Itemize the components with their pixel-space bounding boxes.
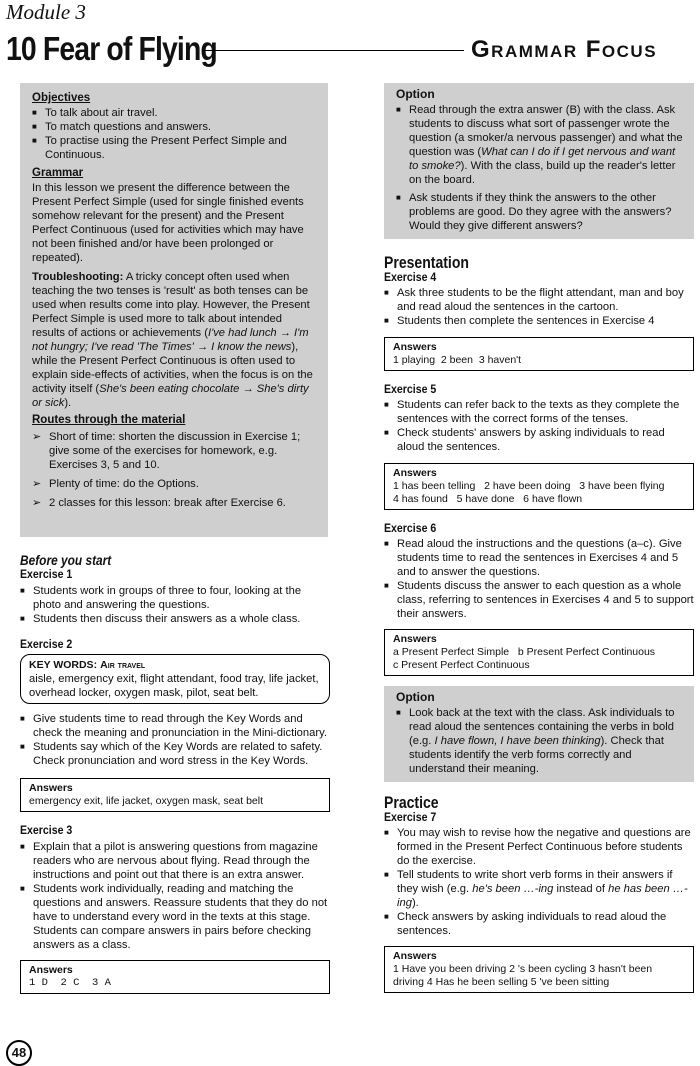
key-words-label: KEY WORDS: (29, 659, 98, 671)
exercise-4-heading: Exercise 4 (384, 270, 437, 284)
list-item: ■ Ask students if they think the answers to the other problems are good. Do they agree with the answers? Would they give different answers? (396, 191, 686, 233)
exercise-6-heading: Exercise 6 (384, 521, 437, 535)
item-italic: he's been …-ing (472, 883, 554, 895)
objectives-list (32, 106, 318, 162)
page-number: 48 (6, 1040, 32, 1066)
answers-line: 1 has been telling 2 have been doing 3 have been flying (393, 480, 665, 492)
exercise-5-heading: Exercise 5 (384, 382, 437, 396)
objectives-box (20, 83, 328, 537)
option-text: ). With the class, build up the reader's letter on the board. (409, 160, 676, 186)
exercise-6-list (384, 537, 694, 621)
list-item (384, 868, 694, 910)
troubleshooting-part: ). (64, 397, 72, 409)
route-item: ➢ Plenty of time: do the Options. (32, 477, 318, 491)
exercise-4-answers-box (384, 337, 694, 371)
answers-heading: Answers (393, 950, 437, 962)
option-italic: I have flown, I have been thinking (434, 735, 601, 747)
key-words-topic: Air travel (100, 659, 146, 671)
list-item: ■ Students work individually, reading and matching the questions and answers. Reassure students that they do not have to understand every word in the texts at this stage. Students can compare answers in pairs before checking answers as a class. (20, 882, 330, 952)
key-words-text: aisle, emergency exit, flight attendant, food tray, life jacket, overhead locker, oxygen mask, pilot, seat belt. (29, 673, 319, 699)
route-item: ➢ 2 classes for this lesson: break after Exercise 6. (32, 496, 318, 510)
practice-heading: Practice (384, 794, 439, 812)
troubleshooting-label: Troubleshooting: (32, 271, 124, 283)
list-item: ■ Explain that a pilot is answering questions from magazine readers who are nervous about flying. Read through the instructions and point out that there is an extra answer. (20, 840, 330, 882)
exercise-6-answers-box (384, 629, 694, 676)
exercise-1-list (20, 584, 330, 626)
list-item (396, 103, 686, 187)
section-name (471, 36, 657, 64)
troubleshooting-example: She's been eating chocolate → She's dirty or sick (32, 383, 309, 409)
exercise-3-heading: Exercise 3 (20, 823, 73, 837)
list-item: ■ Students can refer back to the texts as they complete the sentences with the correct forms of the tenses. (384, 398, 694, 426)
routes-list (32, 430, 318, 510)
objective-item: ■ To talk about air travel. (32, 106, 318, 120)
page-title: 10 Fear of Flying (6, 30, 217, 67)
answers-line: 4 has found 5 have done 6 have flown (393, 493, 583, 505)
troubleshooting-part: ), while the Present Perfect Continuous is often used to explain side-effects of activities, when the focus is on the activity itself ( (32, 341, 313, 395)
list-item: ■ Ask three students to be the flight attendant, man and boy and read aloud the sentences in the cartoon. (384, 286, 694, 314)
routes-heading: Routes through the material (32, 414, 186, 426)
troubleshooting-text (32, 270, 318, 410)
left-lower-column (20, 553, 330, 994)
list-item: ■ Students discuss the answer to each question as a whole class, referring to sentences in Exercises 4 and 5 to support their answers. (384, 579, 694, 621)
option-list (396, 706, 686, 776)
option-box-2 (384, 686, 694, 782)
exercise-1-heading: Exercise 1 (20, 567, 73, 581)
objective-item: ■ To practise using the Present Perfect Simple and Continuous. (32, 134, 318, 162)
answers-heading: Answers (393, 341, 437, 353)
item-italic: he has been …-ing (397, 883, 688, 909)
list-item (396, 706, 686, 776)
before-you-start-heading: Before you start (20, 552, 112, 568)
answers-heading: Answers (29, 964, 73, 976)
option-heading: Option (396, 87, 435, 101)
right-column (384, 256, 694, 993)
item-text: Tell students to write short verb forms in their answers if they wish (e.g. (397, 869, 673, 895)
item-text: instead of (553, 883, 609, 895)
objectives-heading: Objectives (32, 92, 91, 104)
option-text: Read through the extra answer (B) with the class. Ask students to discuss what sort of passenger wrote the question (a smoker/a nervous passenger) and what the question was ( (409, 104, 683, 158)
exercise-2-answers-box (20, 778, 330, 812)
exercise-3-answers-box (20, 960, 330, 994)
list-item: ■ Students say which of the Key Words are related to safety. Check pronunciation and word stress in the Key Words. (20, 740, 330, 768)
answers-text: 1 playing 2 been 3 haven't (393, 354, 522, 366)
answers-text: 1 Have you been driving 2 's been cycling 3 hasn't been driving 4 Has he been selling 5 've been sitting (393, 963, 653, 988)
option-text: ). Check that students identify the verb forms correctly and understand their meaning. (409, 735, 664, 775)
exercise-7-heading: Exercise 7 (384, 810, 437, 824)
key-words-box (20, 654, 330, 704)
list-item: ■ Students then complete the sentences in Exercise 4 (384, 314, 694, 328)
exercise-4-list (384, 286, 694, 328)
option-italic: What can I do if I get nervous and want to smoke? (409, 146, 676, 172)
answers-text: 1 D 2 C 3 A (29, 977, 111, 989)
option-heading: Option (396, 690, 435, 704)
exercise-3-list (20, 840, 330, 952)
list-item: ■ Students work in groups of three to four, looking at the photo and answering the questions. (20, 584, 330, 612)
exercise-5-list (384, 398, 694, 454)
option-box-1 (384, 83, 694, 239)
option-list (396, 103, 686, 233)
answers-text: emergency exit, life jacket, oxygen mask, seat belt (29, 795, 264, 807)
objective-item: ■ To match questions and answers. (32, 120, 318, 134)
route-item: ➢ Short of time: shorten the discussion in Exercise 1; give some of the exercises for homework, e.g. Exercises 3, 5 and 10. (32, 430, 318, 472)
option-text: Look back at the text with the class. Ask individuals to read aloud the sentences containing the verbs in bold (e.g. (409, 707, 675, 747)
exercise-2-list (20, 712, 330, 768)
list-item: ■ Read aloud the instructions and the questions (a–c). Give students time to read the sentences in Exercises 4 and 5 and to answer the questions. (384, 537, 694, 579)
grammar-heading: Grammar (32, 167, 84, 179)
exercise-5-answers-box (384, 463, 694, 510)
answers-line: c Present Perfect Continuous (393, 659, 530, 671)
module-label: Module 3 (6, 0, 86, 24)
presentation-heading: Presentation (384, 254, 469, 272)
list-item: ■ Give students time to read through the Key Words and check the meaning and pronunciation in the Mini-dictionary. (20, 712, 330, 740)
answers-heading: Answers (393, 467, 437, 479)
list-item: ■ Check students' answers by asking individuals to read aloud the sentences. (384, 426, 694, 454)
exercise-7-answers-box (384, 946, 694, 993)
exercise-7-list (384, 826, 694, 938)
item-text: ). (411, 897, 419, 909)
answers-heading: Answers (29, 782, 73, 794)
list-item: ■ Students then discuss their answers as a whole class. (20, 612, 330, 626)
section-name-text: Grammar Focus (471, 36, 658, 63)
troubleshooting-part: A tricky concept often used when teaching the two tenses is 'result' as both tenses can be used when results come into play. However, the Present Perfect Simple is used more to talk about intended results of actions or achievements ( (32, 271, 310, 339)
list-item: ■ Check answers by asking individuals to read aloud the sentences. (384, 910, 694, 938)
answers-line: a Present Perfect Simple b Present Perfect Continuous (393, 646, 656, 658)
title-rule (202, 50, 464, 51)
answers-heading: Answers (393, 633, 437, 645)
grammar-text: In this lesson we present the difference between the Present Perfect Simple (used for single finished events somehow relevant for the present) and the Present Perfect Continuous (used for activities which may have not been finished and/or have been prolonged or repeated). (32, 182, 304, 264)
troubleshooting-example: I've had lunch → I'm not hungry; I've read 'The Times' → I know the news (32, 327, 309, 353)
exercise-2-heading: Exercise 2 (20, 637, 73, 651)
list-item: ■ You may wish to revise how the negative and questions are formed in the Present Perfect Continuous before students do the exercise. (384, 826, 694, 868)
